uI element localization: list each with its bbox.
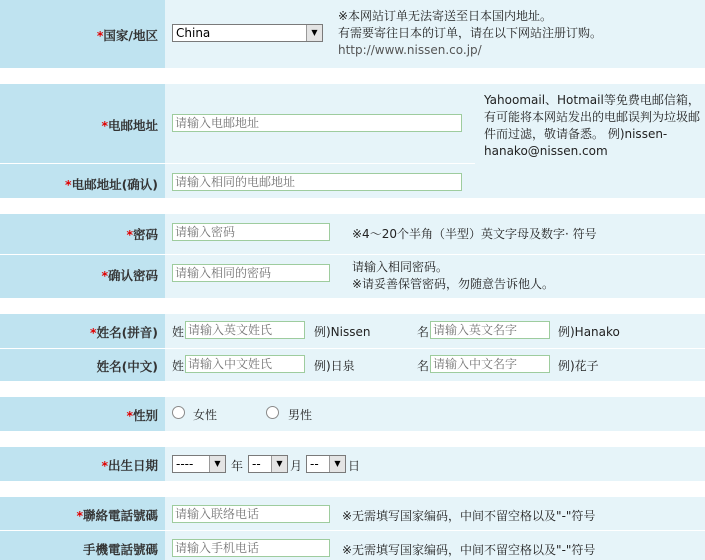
email-confirm-label: *电邮地址(确认)	[65, 177, 158, 192]
password-input[interactable]	[172, 223, 330, 241]
gender-male-radio[interactable]	[266, 406, 279, 419]
password-note: ※4～20个半角（半型）英文字母及数字· 符号	[352, 227, 597, 241]
email-input[interactable]	[172, 114, 462, 132]
chevron-down-icon: ▼	[209, 456, 225, 472]
last-name-cn-example: 例)日泉	[314, 359, 355, 373]
gender-male-label: 男性	[288, 408, 313, 422]
last-name-prefix: 姓	[172, 325, 185, 339]
divider	[0, 348, 705, 349]
email-note: Yahoomail、Hotmail等免费电邮信箱，有可能将本网站发出的电邮误判为垃圾邮件而过滤，敬请备悉。 例)nissen-hanako@nissen.com	[484, 93, 701, 158]
chevron-down-icon: ▼	[306, 25, 322, 41]
password-confirm-note: 请输入相同密码。 ※请妥善保管密码，勿随意告诉他人。	[352, 260, 555, 291]
chevron-down-icon: ▼	[271, 456, 287, 472]
password-label: *密码	[126, 227, 158, 242]
first-name-cn-example: 例)花子	[558, 359, 599, 373]
phone-label: *聯絡電話號碼	[76, 508, 158, 523]
first-name-en-example: 例)Hanako	[558, 325, 620, 339]
birth-label: *出生日期	[101, 458, 158, 473]
last-name-en-input[interactable]	[185, 321, 305, 339]
country-select[interactable]: China ▼	[172, 24, 323, 42]
first-name-prefix: 名	[417, 359, 430, 373]
password-confirm-input[interactable]	[172, 264, 330, 282]
name-en-label: *姓名(拼音)	[90, 325, 158, 340]
first-name-cn-input[interactable]	[430, 355, 550, 373]
birth-year-select[interactable]: ---- ▼	[172, 455, 226, 473]
mobile-label: 手機電話號碼	[82, 542, 158, 557]
birth-day-select[interactable]: -- ▼	[306, 455, 346, 473]
birth-month-select[interactable]: -- ▼	[248, 455, 288, 473]
divider	[0, 254, 705, 255]
mobile-note: ※无需填写国家编码，中间不留空格以及"-"符号	[342, 543, 596, 557]
email-confirm-input[interactable]	[172, 173, 462, 191]
year-suffix: 年	[231, 459, 244, 473]
gender-label: *性别	[126, 408, 158, 423]
divider	[0, 530, 705, 531]
phone-note: ※无需填写国家编码，中间不留空格以及"-"符号	[342, 509, 596, 523]
email-label: *电邮地址	[101, 118, 158, 133]
country-note: ※本网站订单无法寄送至日本国内地址。 有需要寄往日本的订单，请在以下网站注册订购。 http://www.nissen.co.jp/	[338, 8, 638, 59]
day-suffix: 日	[348, 459, 361, 473]
last-name-cn-input[interactable]	[185, 355, 305, 373]
month-suffix: 月	[290, 459, 303, 473]
last-name-prefix: 姓	[172, 359, 185, 373]
mobile-input[interactable]	[172, 539, 330, 557]
last-name-en-example: 例)Nissen	[314, 325, 371, 339]
gender-female-radio[interactable]	[172, 406, 185, 419]
nissen-jp-link[interactable]: http://www.nissen.co.jp/	[338, 43, 482, 57]
chevron-down-icon: ▼	[329, 456, 345, 472]
name-cn-label: 姓名(中文)	[96, 359, 158, 374]
divider	[0, 163, 475, 164]
phone-input[interactable]	[172, 505, 330, 523]
country-label: *国家/地区	[96, 28, 158, 43]
first-name-en-input[interactable]	[430, 321, 550, 339]
gender-female-label: 女性	[193, 408, 218, 422]
password-confirm-label: *确认密码	[101, 268, 158, 283]
first-name-prefix: 名	[417, 325, 430, 339]
